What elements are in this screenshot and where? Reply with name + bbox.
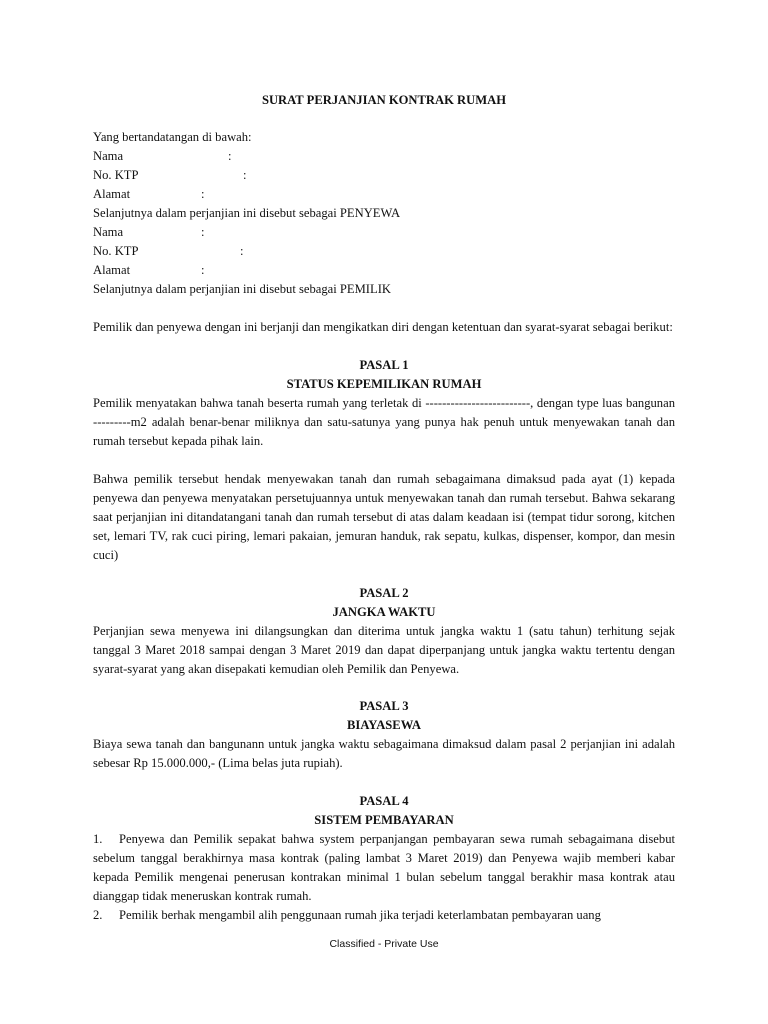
pasal4-item-2-number: 2.: [93, 908, 103, 922]
pasal1-paragraph-2: Bahwa pemilik tersebut hendak menyewakan tanah dan rumah sebagaimana dimaksud pada ayat (1) kepada penyewa dan penyewa menyatakan persetujuannya untuk menyewakan tanah dan rumah tersebut. Bahwa sekarang saat perjanjian ini ditandatangani tanah dan rumah tersebut di atas dalam keadaan isi (tempat tidur sorong, kitchen set, lemari TV, rak cuci piring, lemari pakaian, jemuran handuk, rak sepatu, kulkas, dispenser, kompor, dan mesin cuci): [93, 472, 675, 562]
party2-nama-colon: :: [201, 225, 205, 239]
pasal3-heading: BIAYASEWA: [347, 718, 421, 732]
party1-nama-label: Nama: [93, 149, 124, 163]
pasal1-paragraph-1: Pemilik menyatakan bahwa tanah beserta rumah yang terletak di -------------------------, dengan type luas bangunan ---------m2 adalah benar-benar miliknya dan satu-satunya yang punya hak penuh untuk menyewakan tanah dan rumah tersebut kepada pihak lain.: [93, 396, 675, 448]
pasal2-paragraph: Perjanjian sewa menyewa ini dilangsungkan dan diterima untuk jangka waktu 1 (satu tahun) terhitung sejak tanggal 3 Maret 2018 sampai dengan 3 Maret 2019 dan dapat diperpanjang untuk jangka waktu tertentu dengan syarat-syarat yang akan disepakati kemudian oleh Pemilik dan Penyewa.: [93, 624, 675, 676]
pasal3-paragraph: Biaya sewa tanah dan bangunann untuk jangka waktu sebagaimana dimaksud dalam pasal 2 perjanjian ini adalah sebesar Rp 15.000.000,- (Lima belas juta rupiah).: [93, 737, 675, 770]
pasal3-number: PASAL 3: [359, 699, 409, 713]
classification-footer: Classified - Private Use: [329, 938, 439, 950]
pasal1-heading: STATUS KEPEMILIKAN RUMAH: [286, 377, 482, 391]
pasal4-heading: SISTEM PEMBAYARAN: [314, 813, 454, 827]
party2-ktp-label: No. KTP: [93, 244, 139, 258]
pasal1-number: PASAL 1: [359, 358, 409, 372]
party2-nama-label: Nama: [93, 225, 124, 239]
document-title: SURAT PERJANJIAN KONTRAK RUMAH: [261, 93, 507, 107]
party1-ktp-colon: :: [243, 168, 247, 182]
party1-nama-colon: :: [228, 149, 232, 163]
pasal4-item-1-number: 1.: [93, 832, 103, 846]
pasal4-number: PASAL 4: [359, 794, 409, 808]
party2-alamat-label: Alamat: [93, 263, 131, 277]
pasal2-heading: JANGKA WAKTU: [332, 605, 436, 619]
party2-alamat-colon: :: [201, 263, 205, 277]
pasal4-item-1: [93, 830, 675, 906]
party1-alamat-label: Alamat: [93, 187, 131, 201]
party2-description: Selanjutnya dalam perjanjian ini disebut sebagai PEMILIK: [93, 282, 391, 296]
party1-ktp-label: No. KTP: [93, 168, 139, 182]
agreement-intro: Pemilik dan penyewa dengan ini berjanji dan mengikatkan diri dengan ketentuan dan syarat-syarat sebagai berikut:: [93, 320, 673, 334]
pasal4-item-1-text: Penyewa dan Pemilik sepakat bahwa system perpanjangan pembayaran sewa rumah sebagaimana disebut sebelum tanggal berakhirnya masa kontrak (paling lambat 3 Maret 2019) dan Penyewa wajib memberi kabar kepada Pemilik mengenai penerusan kontrakan minimal 1 bulan sebelum tanggal berakhir masa kontrak atau dianggap tidak meneruskan kontrak rumah.: [93, 832, 675, 903]
party1-description: Selanjutnya dalam perjanjian ini disebut sebagai PENYEWA: [93, 206, 401, 220]
pasal4-item-2: [93, 906, 675, 925]
pasal4-item-2-text: Pemilik berhak mengambil alih penggunaan rumah jika terjadi keterlambatan pembayaran uang: [119, 908, 601, 922]
intro-text: Yang bertandatangan di bawah:: [93, 130, 252, 144]
party2-ktp-colon: :: [240, 244, 244, 258]
pasal2-number: PASAL 2: [359, 586, 409, 600]
party1-alamat-colon: :: [201, 187, 205, 201]
